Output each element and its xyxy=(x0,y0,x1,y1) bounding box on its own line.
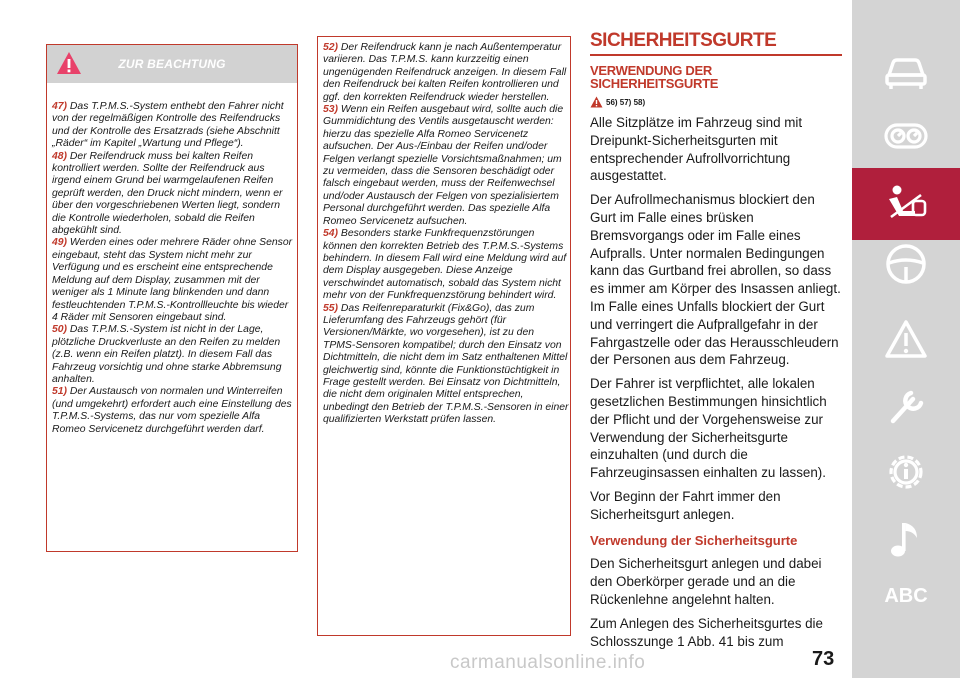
refs-text: 56) 57) 58) xyxy=(606,97,646,107)
note-51: 51) Der Austausch von normalen und Winterreifen (und umgekehrt) erfordert auch eine Einstellung des T.P.M.S.-Systems, das nur vom spezielle Alfa Romeo Servicenetz durchgeführt werden darf. xyxy=(52,386,292,435)
page-number: 73 xyxy=(812,648,835,670)
paragraph: Der Fahrer ist verpflichtet, alle lokalen gesetzlichen Bestimmungen hinsichtlich der Pflicht und der Vorgehensweise zur Verwendung der Sicherheitsgurte einzuhalten (und durch die Fahrzeuginsassen einhalten zu lassen). xyxy=(590,376,827,481)
warning-title: ZUR BEACHTUNG xyxy=(118,57,226,71)
dashboard-icon[interactable] xyxy=(852,100,960,172)
paragraph: Alle Sitzplätze im Fahrzeug sind mit Dreipunkt-Sicherheitsgurten mit entsprechender Aufrollvorrichtung ausgestattet. xyxy=(590,115,803,184)
wrench-icon[interactable] xyxy=(852,370,960,442)
main-section xyxy=(590,30,842,650)
warning-header xyxy=(47,45,297,83)
warning-small-icon xyxy=(590,96,603,108)
note-54: 54) Besonders starke Funkfrequenzstörungen können den korrekten Betrieb des T.P.M.S.-Systems behindern. In diesem Fall wird eine Meldung wird auf dem Display ausgegeben. Diese Anzeige verschwindet automatisch, sobald das System nicht mehr von der Funkfrequenzstörung behindert wird. xyxy=(323,228,567,302)
section-title: SICHERHEITSGURTE xyxy=(590,30,842,56)
note-55: 55) Das Reifenreparaturkit (Fix&Go), das zum Lieferumfang des Fahrzeugs gehört (für Versionen/Märkte, wo vorgesehen), ist zu den TPMS-Sensoren kompatibel; durch den Einsatz von Dichtmitteln, die nicht dem im Satz enthaltenen Mittel gleichwertig sind, könnte die Funktionstüchtigkeit in Frage gestellt werden. Bei Einsatz von Dichtmitteln, die nicht dem originalen Mittel entsprechen, unbedingt den Betrieb der T.P.M.S.-Sensoren in einer qualifizierten Werkstatt prüfen lassen. xyxy=(323,302,569,426)
subsection-heading: Verwendung der Sicherheitsgurte xyxy=(590,532,798,548)
notes-list-col2 xyxy=(323,42,569,427)
note-49: 49) Werden eines oder mehrere Räder ohne Sensor eingebaut, steht das System nicht mehr zur Verfügung und es erscheint eine entsprechende Meldung auf dem Display, zusammen mit der weniger als 1 Minute lang blinkenden und dann festleuchtenden T.P.M.S.-Kontrollleuchte bis wieder 4 Räder mit Sensoren eingebaut sind. xyxy=(52,237,293,323)
notes-box-col2 xyxy=(317,36,571,636)
paragraph: Der Aufrollmechanismus blockiert den Gurt im Falle eines brüsken Bremsvorgangs oder im Falle eines Aufpralls. Unter normalen Bedingungen kann das Gurtband frei abrollen, so dass es immer am Körper des Insassen anliegt. Im Falle eines Unfalls blockiert der Gurt und verringert die Aufprallgefahr in der Fahrgastzelle oder das Herausschleudern der Personen aus dem Fahrzeug. xyxy=(590,192,841,368)
notes-list-col1 xyxy=(52,101,296,436)
music-note-icon[interactable] xyxy=(852,503,960,575)
paragraph: Den Sicherheitsgurt anlegen und dabei den Oberkörper gerade und an die Rückenlehne angelehnt halten. xyxy=(590,556,822,607)
note-48: 48) Der Reifendruck muss bei kalten Reifen kontrolliert werden. Sollte der Reifendruck aus irgend einem Grund bei warmgelaufenen Reifen geprüft werden, den Druck nicht mindern, wenn er über den vorgeschriebenen Werten liegt, sondern die Kontrolle wiederholen, sobald die Reifen abgekühlt sind. xyxy=(52,150,283,237)
paragraph: Vor Beginn der Fahrt immer den Sicherheitsgurt anlegen. xyxy=(590,488,781,522)
watermark: carmanualsonline.info xyxy=(450,652,646,673)
section-subtitle: VERWENDUNG DER SICHERHEITSGURTE xyxy=(590,63,719,91)
note-50: 50) Das T.P.M.S.-System ist nicht in der Lage, plötzliche Druckverluste an den Reifen zu melden (z.B. wenn ein Reifen platzt). In diesem Fall das Fahrzeug vorsichtig und ohne starke Abbremsung anhalten. xyxy=(52,324,282,385)
note-53: 53) Wenn ein Reifen ausgebaut wird, sollte auch die Gummidichtung des Ventils ausgetauscht werden: hierzu das spezielle Alfa Romeo Servicenetz aufsuchen. Der Aus-/Einbau der Reifen und/oder Felgen verlangt spezielle Vorsichtsmaßnahmen; um zu vermeiden, dass die Sensoren beschädigt oder falsch eingebaut werden, muss der Reifenwechsel und/oder Austausch der Felgen von spezialisiertem Personal durchgeführt werden. Das spezielle Alfa Romeo Servicenetz aufsuchen. xyxy=(323,104,564,227)
steering-wheel-icon[interactable] xyxy=(852,228,960,300)
note-52: 52) Der Reifendruck kann je nach Außentemperatur variieren. Das T.P.M.S. kann kurzzeitig einen ungenügenden Reifendruck anzeigen. In diesem Fall den Reifendruck bei kalten Reifen kontrollieren und ggf. den korrekten Reifendruck wieder herstellen. xyxy=(323,42,567,103)
note-47: 47) Das T.P.M.S.-System enthebt den Fahrer nicht von der regelmäßigen Kontrolle des Reifendrucks und der Kontrolle des Ersatzrads (siehe Abschnitt „Räder“ im Kapitel „Wartung und Pflege“). xyxy=(52,101,284,150)
warning-box xyxy=(46,44,298,552)
warning-icon[interactable] xyxy=(852,304,960,376)
alphabetical-index-link[interactable]: ABC xyxy=(884,585,928,607)
warning-refs xyxy=(590,96,842,108)
section-body xyxy=(590,114,842,650)
chapter-sidebar xyxy=(852,0,960,678)
car-icon[interactable] xyxy=(852,36,960,108)
info-gear-icon[interactable] xyxy=(852,436,960,508)
paragraph: Zum Anlegen des Sicherheitsgurtes die Schlosszunge 1 Abb. 41 bis zum xyxy=(590,615,823,649)
